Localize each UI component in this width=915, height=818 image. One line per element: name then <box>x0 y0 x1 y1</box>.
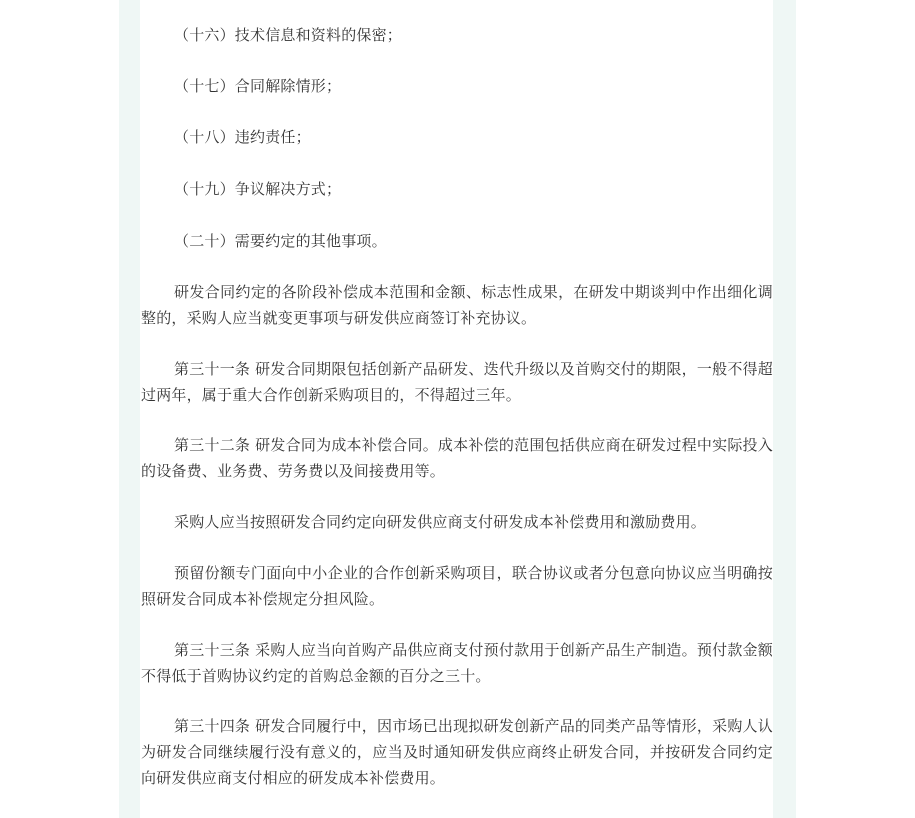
paragraph-sme-reserved-share: 预留份额专门面向中小企业的合作创新采购项目，联合协议或者分包意向协议应当明确按照研发合同成本补偿规定分担风险。 <box>141 564 773 608</box>
clause-item-17: （十七）合同解除情形； <box>174 77 342 95</box>
clause-item-19: （十九）争议解决方式； <box>174 180 342 198</box>
clause-item-20: （二十）需要约定的其他事项。 <box>174 232 387 250</box>
article-32: 第三十二条 研发合同为成本补偿合同。成本补偿的范围包括供应商在研发过程中实际投入的设备费、业务费、劳务费以及间接费用等。 <box>141 436 773 480</box>
article-33: 第三十三条 采购人应当向首购产品供应商支付预付款用于创新产品生产制造。预付款金额不得低于首购协议约定的首购总金额的百分之三十。 <box>141 641 773 685</box>
article-34: 第三十四条 研发合同履行中，因市场已出现拟研发创新产品的同类产品等情形，采购人认为研发合同继续履行没有意义的，应当及时通知研发供应商终止研发合同，并按研发合同约定向研发供应商支付相应的研发成本补偿费用。 <box>141 717 773 787</box>
article-31: 第三十一条 研发合同期限包括创新产品研发、迭代升级以及首购交付的期限，一般不得超过两年，属于重大合作创新采购项目的，不得超过三年。 <box>141 360 773 404</box>
right-side-rail <box>773 0 796 818</box>
clause-item-18: （十八）违约责任； <box>174 128 311 146</box>
paragraph-payment: 采购人应当按照研发合同约定向研发供应商支付研发成本补偿费用和激励费用。 <box>174 513 707 531</box>
paragraph-supplementary-agreement: 研发合同约定的各阶段补偿成本范围和金额、标志性成果，在研发中期谈判中作出细化调整的，采购人应当就变更事项与研发供应商签订补充协议。 <box>141 283 773 327</box>
article-body <box>141 0 773 818</box>
clause-item-16: （十六）技术信息和资料的保密； <box>174 26 403 44</box>
left-side-rail <box>119 0 140 818</box>
